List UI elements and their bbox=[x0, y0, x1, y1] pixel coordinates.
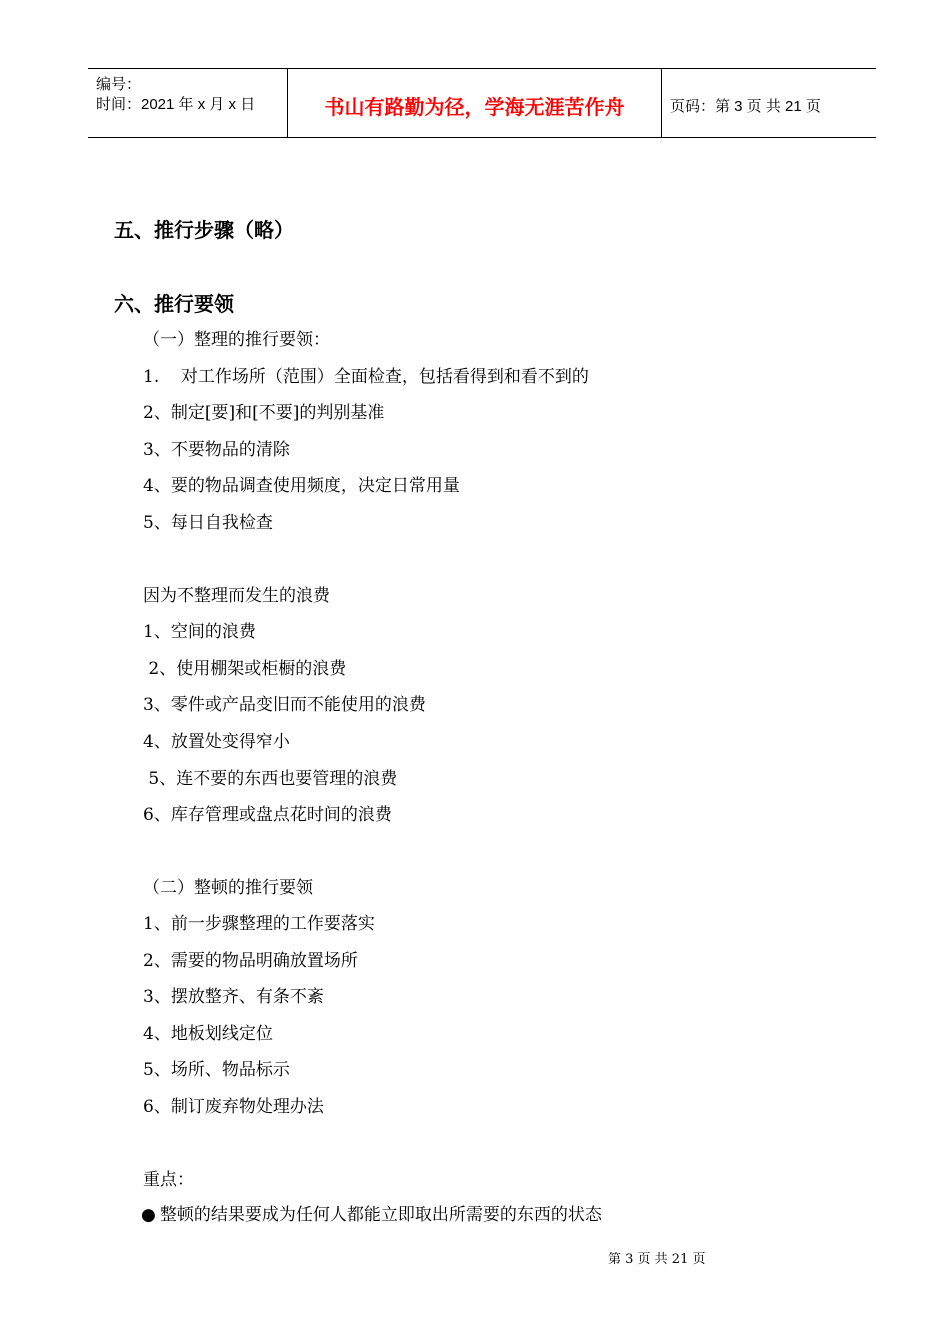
list-item: 2、需要的物品明确放置场所 bbox=[143, 951, 358, 971]
header-meta-cell bbox=[88, 69, 288, 137]
section-5-heading: 五、推行步骤（略） bbox=[114, 218, 294, 242]
list-item: 3、摆放整齐、有条不紊 bbox=[143, 987, 324, 1007]
list-item: 1. 对工作场所（范围）全面检查，包括看得到和看不到的 bbox=[143, 367, 589, 387]
header-motto: 书山有路勤为径，学海无涯苦作舟 bbox=[324, 95, 625, 119]
list-item: 5、每日自我检查 bbox=[143, 513, 273, 533]
waste-list-title: 因为不整理而发生的浪费 bbox=[143, 586, 330, 606]
list-item: 4、放置处变得窄小 bbox=[143, 732, 290, 752]
list-item: 5、场所、物品标示 bbox=[143, 1060, 290, 1080]
list-item: 3、零件或产品变旧而不能使用的浪费 bbox=[143, 695, 426, 715]
header-motto-cell bbox=[288, 69, 662, 137]
list-item: 4、要的物品调查使用频度，决定日常用量 bbox=[143, 476, 460, 496]
list-item: 1、空间的浪费 bbox=[143, 622, 256, 642]
header-page-number: 页码：第 3 页 共 21 页 bbox=[670, 98, 821, 115]
list-item: 2、制定[要]和[不要]的判别基准 bbox=[143, 403, 385, 423]
list-item: 6、库存管理或盘点花时间的浪费 bbox=[143, 805, 392, 825]
list-item: 6、制订废弃物处理办法 bbox=[143, 1097, 324, 1117]
key-points-title: 重点： bbox=[143, 1170, 194, 1190]
bullet-icon: ● bbox=[141, 1205, 156, 1225]
part-2-title: （二）整顿的推行要领 bbox=[143, 878, 313, 898]
section-6-heading: 六、推行要领 bbox=[114, 292, 234, 316]
list-item: 5、连不要的东西也要管理的浪费 bbox=[143, 769, 398, 789]
list-item: 4、地板划线定位 bbox=[143, 1024, 273, 1044]
document-time-label: 时间：2021 年 x 月 x 日 bbox=[96, 96, 256, 113]
key-point-text: 整顿的结果要成为任何人都能立即取出所需要的东西的状态 bbox=[159, 1205, 602, 1225]
list-item: 1、前一步骤整理的工作要落实 bbox=[143, 914, 375, 934]
key-point-item bbox=[141, 1200, 602, 1225]
page-header bbox=[88, 68, 876, 138]
document-number-label: 编号： bbox=[96, 76, 142, 93]
list-item: 3、不要物品的清除 bbox=[143, 440, 290, 460]
part-1-title: （一）整理的推行要领： bbox=[143, 330, 330, 350]
page-footer: 第 3 页 共 21 页 bbox=[608, 1252, 706, 1267]
header-page-cell bbox=[662, 69, 876, 137]
list-item: 2、使用棚架或柜橱的浪费 bbox=[143, 659, 347, 679]
